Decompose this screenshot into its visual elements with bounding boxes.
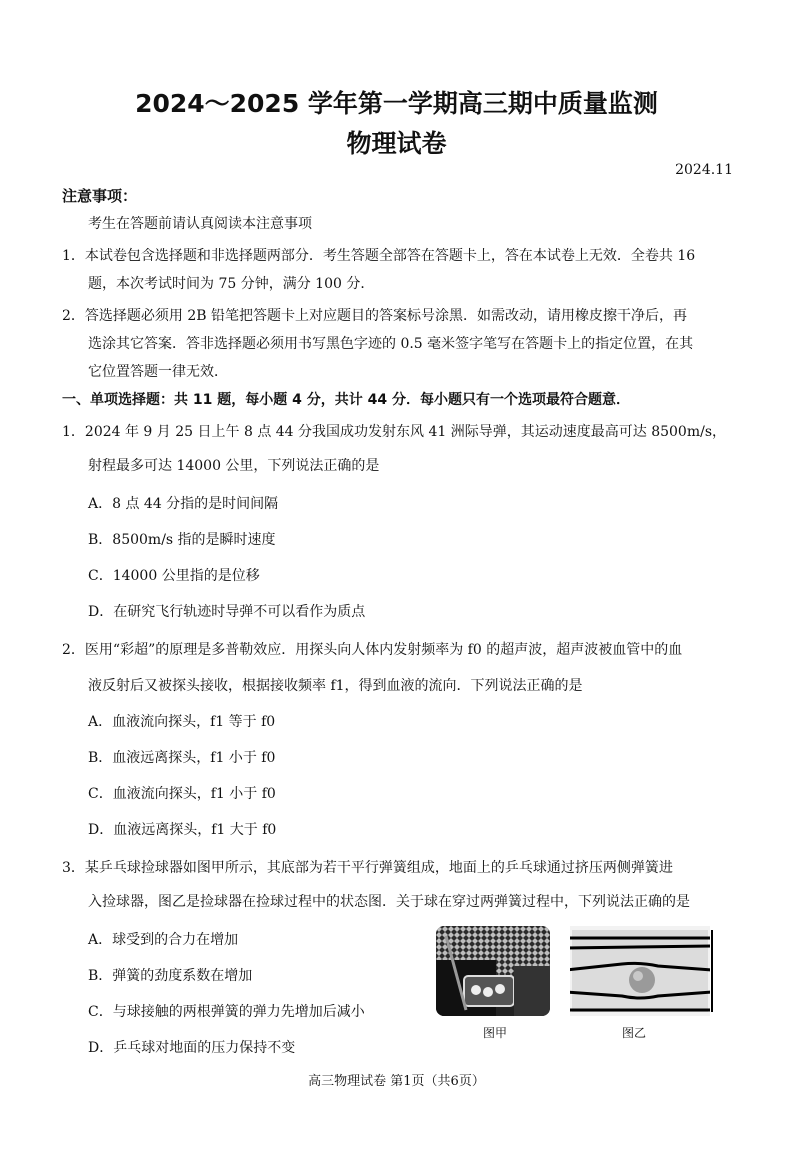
page-footer: 高三物理试卷 第1页（共6页）	[308, 1074, 485, 1089]
q1-option-c: C．14000 公里指的是位移	[88, 568, 260, 584]
q1-option-a: A．8 点 44 分指的是时间间隔	[88, 496, 279, 512]
q2-stem-line2: 液反射后又被探头接收，根据接收频率 f1，得到血液的流向．下列说法正确的是	[88, 678, 583, 694]
q3-stem-line1: 3．某乒乓球捡球器如图甲所示，其底部为若干平行弹簧组成，地面上的乒乓球通过挤压两侧弹簧进	[62, 860, 673, 876]
q1-stem-line2: 射程最多可达 14000 公里，下列说法正确的是	[88, 458, 380, 474]
figure2-caption: 图乙	[622, 1026, 647, 1040]
q2-stem-line1: 2．医用“彩超”的原理是多普勒效应．用探头向人体内发射频率为 f0 的超声波，超声波被血管中的血	[62, 642, 683, 658]
figure-spring-state-photo	[562, 926, 718, 1016]
q3-option-d: D．乒乓球对地面的压力保持不变	[88, 1040, 296, 1056]
exam-date: 2024.11	[675, 162, 733, 178]
q2-option-b: B．血液远离探头，f1 小于 f0	[88, 750, 276, 766]
figure1-caption: 图甲	[483, 1026, 508, 1040]
section1-heading: 一、单项选择题：共 11 题，每小题 4 分，共计 44 分．每小题只有一个选项最符合题意．	[62, 392, 630, 408]
q3-option-a: A．球受到的合力在增加	[88, 932, 239, 948]
notice-item2-line2: 选涂其它答案．答非选择题必须用书写黑色字迹的 0.5 毫米签字笔写在答题卡上的指定位置，在其	[88, 336, 694, 352]
q1-option-d: D．在研究飞行轨迹时导弹不可以看作为质点	[88, 604, 366, 620]
q3-option-c: C．与球接触的两根弹簧的弹力先增加后减小	[88, 1004, 365, 1020]
q1-stem-line1: 1．2024 年 9 月 25 日上午 8 点 44 分我国成功发射东风 41 洲际导弹，其运动速度最高可达 8500m/s，	[62, 424, 727, 440]
notice-intro: 考生在答题前请认真阅读本注意事项	[88, 216, 312, 232]
exam-subject: 物理试卷	[346, 129, 447, 158]
exam-title: 2024～2025 学年第一学期高三期中质量监测	[135, 89, 658, 118]
figure-ball-picker-photo	[436, 926, 550, 1016]
q2-option-d: D．血液远离探头，f1 大于 f0	[88, 822, 277, 838]
notice-item1-line1: 1．本试卷包含选择题和非选择题两部分．考生答题全部答在答题卡上，答在本试卷上无效．全卷共 16	[62, 248, 696, 264]
q2-option-c: C．血液流向探头，f1 小于 f0	[88, 786, 276, 802]
notice-heading: 注意事项：	[62, 187, 138, 205]
q3-stem-line2: 入捡球器，图乙是捡球器在捡球过程中的状态图．关于球在穿过两弹簧过程中，下列说法正确的是	[88, 894, 690, 910]
notice-item2-line3: 它位置答题一律无效．	[88, 364, 228, 380]
notice-item2-line1: 2．答选择题必须用 2B 铅笔把答题卡上对应题目的答案标号涂黑．如需改动，请用橡皮擦干净后，再	[62, 308, 688, 324]
q2-option-a: A．血液流向探头，f1 等于 f0	[88, 714, 276, 730]
q1-option-b: B．8500m/s 指的是瞬时速度	[88, 532, 276, 548]
notice-item1-line2: 题，本次考试时间为 75 分钟，满分 100 分．	[88, 276, 375, 292]
q3-option-b: B．弹簧的劲度系数在增加	[88, 968, 253, 984]
